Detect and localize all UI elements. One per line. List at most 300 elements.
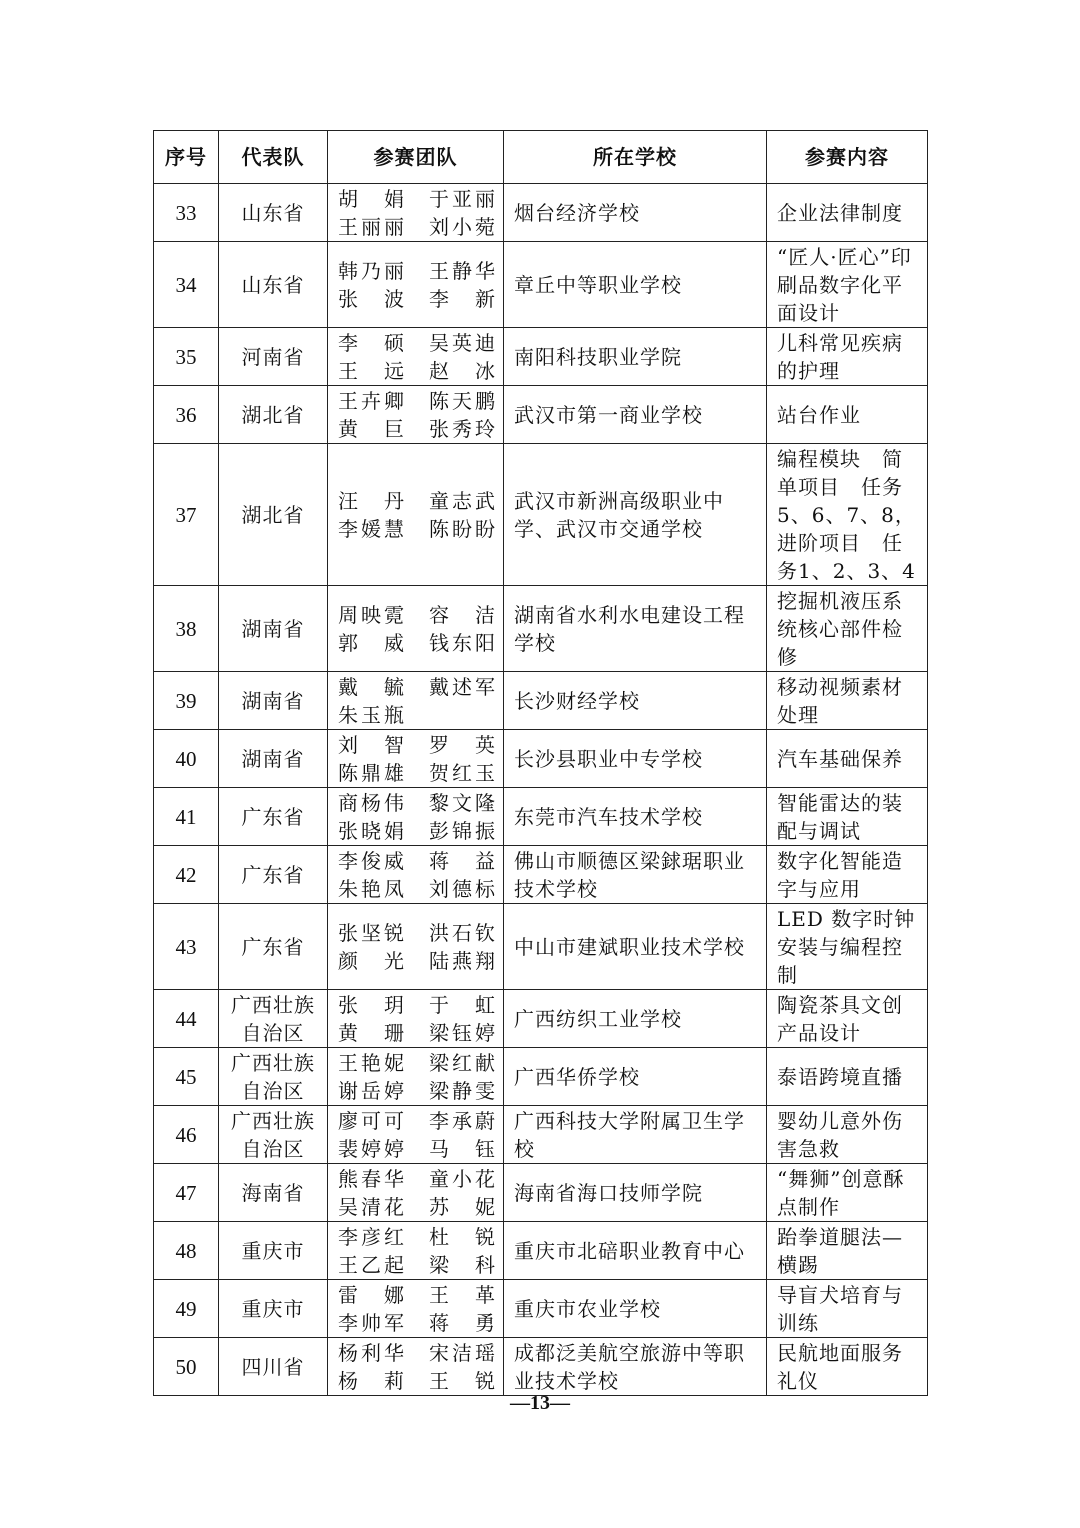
cell-province xyxy=(219,1222,328,1280)
team-member: 张坚锐 xyxy=(338,920,404,945)
cell-province-line: 广东省 xyxy=(241,862,305,887)
team-member: 童志武 xyxy=(429,488,495,513)
cell-school xyxy=(504,184,767,242)
cell-province xyxy=(219,1338,328,1396)
cell-no: 37 xyxy=(154,444,219,586)
team-member: 童小花 xyxy=(429,1166,495,1191)
cell-no: 50 xyxy=(154,1338,219,1396)
cell-content xyxy=(767,1106,928,1164)
cell-school xyxy=(504,386,767,444)
team-member: 商杨伟 xyxy=(338,790,404,815)
cell-content xyxy=(767,846,928,904)
table-row xyxy=(154,1222,928,1280)
team-member: 梁静雯 xyxy=(429,1078,495,1103)
team-line xyxy=(338,329,495,357)
cell-province xyxy=(219,730,328,788)
team-member: 宋洁瑶 xyxy=(429,1340,495,1365)
header-province: 代表队 xyxy=(219,131,328,184)
team-line xyxy=(338,731,495,759)
table-row xyxy=(154,386,928,444)
cell-team xyxy=(328,1048,504,1106)
cell-school-line: 海南省海口技师学院 xyxy=(514,1180,703,1205)
cell-province xyxy=(219,242,328,328)
cell-school xyxy=(504,1106,767,1164)
cell-school-line: 武汉市第一商业学校 xyxy=(514,402,703,427)
table-row xyxy=(154,1048,928,1106)
cell-school xyxy=(504,1338,767,1396)
cell-province-line: 自治区 xyxy=(241,1078,305,1103)
cell-school xyxy=(504,990,767,1048)
team-member: 王乙起 xyxy=(338,1252,404,1277)
cell-province xyxy=(219,1106,328,1164)
team-line xyxy=(338,387,495,415)
cell-province-line: 海南省 xyxy=(241,1180,305,1205)
cell-no: 40 xyxy=(154,730,219,788)
cell-school-line: 东莞市汽车技术学校 xyxy=(514,804,703,829)
team-member: 杨 莉 xyxy=(338,1368,404,1393)
cell-school-line: 技术学校 xyxy=(514,876,598,901)
cell-province-line: 重庆市 xyxy=(241,1296,305,1321)
cell-school xyxy=(504,444,767,586)
cell-school-line: 重庆市北碚职业教育中心 xyxy=(514,1238,745,1263)
team-line xyxy=(338,257,495,285)
team-line xyxy=(338,1049,495,1077)
team-line xyxy=(338,1367,495,1395)
cell-province-line: 重庆市 xyxy=(241,1238,305,1263)
cell-no: 47 xyxy=(154,1164,219,1222)
team-member: 李帅军 xyxy=(338,1310,404,1335)
cell-school xyxy=(504,586,767,672)
team-member: 胡 娟 xyxy=(338,186,404,211)
cell-province-line: 湖南省 xyxy=(241,616,305,641)
team-line xyxy=(338,601,495,629)
table-row xyxy=(154,328,928,386)
team-line xyxy=(338,1165,495,1193)
cell-province-line: 自治区 xyxy=(241,1020,305,1045)
cell-province-line: 山东省 xyxy=(241,272,305,297)
cell-school xyxy=(504,328,767,386)
team-member: 王 远 xyxy=(338,358,404,383)
cell-content-line: 统核心部件检 xyxy=(777,616,903,641)
table-row xyxy=(154,1280,928,1338)
team-line xyxy=(338,1135,495,1163)
cell-province-line: 河南省 xyxy=(241,344,305,369)
cell-team xyxy=(328,184,504,242)
table-row xyxy=(154,242,928,328)
cell-no: 49 xyxy=(154,1280,219,1338)
cell-content-line: 字与应用 xyxy=(777,876,861,901)
table-row xyxy=(154,788,928,846)
team-member: 蒋 勇 xyxy=(429,1310,495,1335)
cell-province xyxy=(219,444,328,586)
team-member: 裴婷婷 xyxy=(338,1136,404,1161)
table-row xyxy=(154,184,928,242)
cell-content-line: 数字化智能造 xyxy=(777,848,903,873)
team-member: 王静华 xyxy=(429,258,495,283)
cell-province xyxy=(219,904,328,990)
table-header-row xyxy=(154,131,928,184)
team-member: 马 钰 xyxy=(429,1136,495,1161)
cell-province xyxy=(219,990,328,1048)
team-member: 朱艳凤 xyxy=(338,876,404,901)
cell-school xyxy=(504,846,767,904)
cell-content-line: 刷品数字化平 xyxy=(777,272,903,297)
cell-team xyxy=(328,730,504,788)
cell-no: 35 xyxy=(154,328,219,386)
cell-team xyxy=(328,1164,504,1222)
cell-province-line: 广东省 xyxy=(241,804,305,829)
cell-content-line: 处理 xyxy=(777,702,819,727)
team-member: 李俊威 xyxy=(338,848,404,873)
team-line xyxy=(338,213,495,241)
team-line xyxy=(338,185,495,213)
team-member: 陆燕翔 xyxy=(429,948,495,973)
team-line xyxy=(338,415,495,443)
table-row xyxy=(154,990,928,1048)
team-line xyxy=(338,1281,495,1309)
team-line xyxy=(338,1309,495,1337)
team-member: 杨利华 xyxy=(338,1340,404,1365)
cell-team xyxy=(328,444,504,586)
team-line xyxy=(338,629,495,657)
cell-school-line: 长沙县职业中专学校 xyxy=(514,746,703,771)
cell-province xyxy=(219,1048,328,1106)
cell-content-line: 配与调试 xyxy=(777,818,861,843)
team-member: 陈鼎雄 xyxy=(338,760,404,785)
table-row xyxy=(154,1164,928,1222)
team-line xyxy=(338,487,495,515)
team-member: 王艳妮 xyxy=(338,1050,404,1075)
team-member: 容 洁 xyxy=(429,602,495,627)
cell-province-line: 山东省 xyxy=(241,200,305,225)
table-row xyxy=(154,846,928,904)
team-member: 戴述军 xyxy=(429,674,495,699)
cell-content-line: 单项目 任务 xyxy=(777,474,903,499)
cell-content-line: “匠人·匠心”印 xyxy=(777,244,912,269)
team-member: 于亚丽 xyxy=(429,186,495,211)
team-member: 颜 光 xyxy=(338,948,404,973)
cell-content xyxy=(767,328,928,386)
team-member: 廖可可 xyxy=(338,1108,404,1133)
cell-no: 38 xyxy=(154,586,219,672)
cell-content-line: 婴幼儿意外伤 xyxy=(777,1108,903,1133)
team-member: 苏 妮 xyxy=(429,1194,495,1219)
team-member: 张 玥 xyxy=(338,992,404,1017)
team-line xyxy=(338,357,495,385)
team-line xyxy=(338,1077,495,1105)
cell-content xyxy=(767,788,928,846)
team-member: 王卉卿 xyxy=(338,388,404,413)
cell-province xyxy=(219,184,328,242)
cell-content-line: LED 数字时钟 xyxy=(777,906,916,931)
table-row xyxy=(154,672,928,730)
cell-team xyxy=(328,788,504,846)
team-member: 李 硕 xyxy=(338,330,404,355)
team-line xyxy=(338,701,495,729)
cell-content xyxy=(767,444,928,586)
cell-content-line: 移动视频素材 xyxy=(777,674,903,699)
cell-school xyxy=(504,1222,767,1280)
cell-content-line: 的护理 xyxy=(777,358,840,383)
cell-no: 33 xyxy=(154,184,219,242)
cell-school-line: 广西纺织工业学校 xyxy=(514,1006,682,1031)
team-member: 朱玉瓶 xyxy=(338,702,404,727)
header-content: 参赛内容 xyxy=(767,131,928,184)
cell-school-line: 校 xyxy=(514,1136,535,1161)
cell-school xyxy=(504,730,767,788)
cell-team xyxy=(328,242,504,328)
cell-school-line: 长沙财经学校 xyxy=(514,688,640,713)
team-member: 于 虹 xyxy=(429,992,495,1017)
cell-team xyxy=(328,1222,504,1280)
team-member: 王 锐 xyxy=(429,1368,495,1393)
cell-content-line: 汽车基础保养 xyxy=(777,746,903,771)
cell-content-line: 面设计 xyxy=(777,300,840,325)
cell-school xyxy=(504,1048,767,1106)
cell-team xyxy=(328,990,504,1048)
cell-province xyxy=(219,386,328,444)
cell-content-line: 制 xyxy=(777,962,798,987)
team-member: 吴清花 xyxy=(338,1194,404,1219)
cell-content xyxy=(767,904,928,990)
cell-school-line: 广西华侨学校 xyxy=(514,1064,640,1089)
cell-content-line: 修 xyxy=(777,644,798,669)
team-member: 王丽丽 xyxy=(338,214,404,239)
cell-no: 48 xyxy=(154,1222,219,1280)
cell-province-line: 广西壮族 xyxy=(231,1050,315,1075)
cell-no: 44 xyxy=(154,990,219,1048)
team-line xyxy=(338,1193,495,1221)
cell-school-line: 学校 xyxy=(514,630,556,655)
cell-province-line: 湖南省 xyxy=(241,746,305,771)
team-line xyxy=(338,847,495,875)
team-line xyxy=(338,515,495,543)
team-line xyxy=(338,759,495,787)
cell-content-line: 智能雷达的装 xyxy=(777,790,903,815)
team-member: 罗 英 xyxy=(429,732,495,757)
header-team: 参赛团队 xyxy=(328,131,504,184)
cell-content xyxy=(767,1048,928,1106)
cell-team xyxy=(328,328,504,386)
team-member: 贺红玉 xyxy=(429,760,495,785)
header-no: 序号 xyxy=(154,131,219,184)
cell-province-line: 湖北省 xyxy=(241,502,305,527)
cell-content-line: 泰语跨境直播 xyxy=(777,1064,903,1089)
cell-province-line: 广东省 xyxy=(241,934,305,959)
cell-school xyxy=(504,672,767,730)
cell-content-line: 陶瓷茶具文创 xyxy=(777,992,903,1017)
table-row xyxy=(154,904,928,990)
team-member: 李彦红 xyxy=(338,1224,404,1249)
team-line xyxy=(338,1339,495,1367)
cell-team xyxy=(328,1280,504,1338)
cell-team xyxy=(328,1338,504,1396)
cell-school-line: 学、武汉市交通学校 xyxy=(514,516,703,541)
team-member: 黄 珊 xyxy=(338,1020,404,1045)
team-line xyxy=(338,789,495,817)
cell-team xyxy=(328,1106,504,1164)
cell-content-line: 企业法律制度 xyxy=(777,200,903,225)
cell-no: 45 xyxy=(154,1048,219,1106)
team-member: 谢岳婷 xyxy=(338,1078,404,1103)
team-line xyxy=(338,285,495,313)
cell-province-line: 湖南省 xyxy=(241,688,305,713)
team-member: 周映霓 xyxy=(338,602,404,627)
team-member: 赵 冰 xyxy=(429,358,495,383)
cell-school-line: 湖南省水利水电建设工程 xyxy=(514,602,745,627)
cell-team xyxy=(328,904,504,990)
cell-team xyxy=(328,586,504,672)
cell-content-line: 训练 xyxy=(777,1310,819,1335)
header-school: 所在学校 xyxy=(504,131,767,184)
cell-no: 34 xyxy=(154,242,219,328)
team-line xyxy=(338,817,495,845)
cell-content-line: 礼仪 xyxy=(777,1368,819,1393)
cell-team xyxy=(328,846,504,904)
cell-province-line: 四川省 xyxy=(241,1354,305,1379)
cell-no: 41 xyxy=(154,788,219,846)
team-member: 彭锦振 xyxy=(429,818,495,843)
cell-school-line: 章丘中等职业学校 xyxy=(514,272,682,297)
cell-content-line: 横踢 xyxy=(777,1252,819,1277)
cell-school xyxy=(504,788,767,846)
team-line xyxy=(338,991,495,1019)
team-member: 陈盼盼 xyxy=(429,516,495,541)
cell-content-line: 站台作业 xyxy=(777,402,861,427)
team-member: 李 新 xyxy=(429,286,495,311)
team-member: 雷 娜 xyxy=(338,1282,404,1307)
cell-content-line: 跆拳道腿法— xyxy=(777,1224,903,1249)
team-member: 李承蔚 xyxy=(429,1108,495,1133)
cell-school xyxy=(504,1164,767,1222)
cell-province xyxy=(219,328,328,386)
team-member: 刘小菀 xyxy=(429,214,495,239)
team-member: 王 革 xyxy=(429,1282,495,1307)
team-member: 韩乃丽 xyxy=(338,258,404,283)
cell-province-line: 广西壮族 xyxy=(231,1108,315,1133)
cell-content-line: 产品设计 xyxy=(777,1020,861,1045)
cell-province xyxy=(219,1280,328,1338)
team-member: 陈天鹏 xyxy=(429,388,495,413)
cell-province-line: 自治区 xyxy=(241,1136,305,1161)
team-line xyxy=(338,947,495,975)
team-line xyxy=(338,1223,495,1251)
team-member: 黎文隆 xyxy=(429,790,495,815)
cell-content-line: 进阶项目 任 xyxy=(777,530,903,555)
cell-province-line: 湖北省 xyxy=(241,402,305,427)
team-line xyxy=(338,919,495,947)
table-row xyxy=(154,444,928,586)
cell-content xyxy=(767,1222,928,1280)
cell-province xyxy=(219,1164,328,1222)
cell-content-line: 点制作 xyxy=(777,1194,840,1219)
team-member: 张晓娟 xyxy=(338,818,404,843)
team-member: 梁钰婷 xyxy=(429,1020,495,1045)
cell-province xyxy=(219,846,328,904)
team-member: 黄 巨 xyxy=(338,416,404,441)
cell-content xyxy=(767,1338,928,1396)
competition-table xyxy=(153,130,928,1396)
cell-school-line: 武汉市新洲高级职业中 xyxy=(514,488,724,513)
cell-school-line: 广西科技大学附属卫生学 xyxy=(514,1108,745,1133)
team-line xyxy=(338,1251,495,1279)
cell-team xyxy=(328,672,504,730)
cell-no: 43 xyxy=(154,904,219,990)
cell-content-line: 害急救 xyxy=(777,1136,840,1161)
cell-content-line: 5、6、7、8， xyxy=(777,502,916,527)
cell-school-line: 南阳科技职业学院 xyxy=(514,344,682,369)
table-body xyxy=(154,184,928,1396)
cell-province xyxy=(219,586,328,672)
team-member: 梁红献 xyxy=(429,1050,495,1075)
cell-school xyxy=(504,904,767,990)
team-member: 刘德标 xyxy=(429,876,495,901)
team-member: 钱东阳 xyxy=(429,630,495,655)
team-member: 吴英迪 xyxy=(429,330,495,355)
cell-province xyxy=(219,672,328,730)
cell-content-line: 安装与编程控 xyxy=(777,934,903,959)
cell-content xyxy=(767,184,928,242)
table-row xyxy=(154,1106,928,1164)
cell-province-line: 广西壮族 xyxy=(231,992,315,1017)
cell-content xyxy=(767,672,928,730)
page-number: —13— xyxy=(510,1392,570,1414)
cell-province xyxy=(219,788,328,846)
team-member: 杜 锐 xyxy=(429,1224,495,1249)
table-row xyxy=(154,586,928,672)
cell-no: 36 xyxy=(154,386,219,444)
team-member: 张秀玲 xyxy=(429,416,495,441)
cell-no: 46 xyxy=(154,1106,219,1164)
cell-no: 39 xyxy=(154,672,219,730)
cell-content-line: 挖掘机液压系 xyxy=(777,588,903,613)
cell-content xyxy=(767,386,928,444)
team-line xyxy=(338,1107,495,1135)
cell-content xyxy=(767,730,928,788)
cell-school-line: 重庆市农业学校 xyxy=(514,1296,661,1321)
cell-school-line: 中山市建斌职业技术学校 xyxy=(514,934,745,959)
cell-school-line: 成都泛美航空旅游中等职 xyxy=(514,1340,745,1365)
cell-school xyxy=(504,1280,767,1338)
team-member: 梁 科 xyxy=(429,1252,495,1277)
cell-no: 42 xyxy=(154,846,219,904)
table-row xyxy=(154,730,928,788)
cell-content-line: 编程模块 简 xyxy=(777,446,903,471)
team-member: 蒋 益 xyxy=(429,848,495,873)
cell-content xyxy=(767,242,928,328)
team-member: 洪石钦 xyxy=(429,920,495,945)
cell-school xyxy=(504,242,767,328)
cell-school-line: 烟台经济学校 xyxy=(514,200,640,225)
team-member: 郭 威 xyxy=(338,630,404,655)
team-member: 熊春华 xyxy=(338,1166,404,1191)
team-member: 李媛慧 xyxy=(338,516,404,541)
team-line xyxy=(338,1019,495,1047)
table-row xyxy=(154,1338,928,1396)
cell-team xyxy=(328,386,504,444)
team-member: 汪 丹 xyxy=(338,488,404,513)
cell-content xyxy=(767,1164,928,1222)
cell-content-line: 务1、2、3、4 xyxy=(777,558,916,583)
team-member: 刘 智 xyxy=(338,732,404,757)
team-member: 戴 毓 xyxy=(338,674,404,699)
team-line xyxy=(338,673,495,701)
cell-content-line: “舞狮”创意酥 xyxy=(777,1166,905,1191)
cell-content-line: 导盲犬培育与 xyxy=(777,1282,903,1307)
cell-content-line: 民航地面服务 xyxy=(777,1340,903,1365)
cell-content-line: 儿科常见疾病 xyxy=(777,330,903,355)
cell-content xyxy=(767,1280,928,1338)
